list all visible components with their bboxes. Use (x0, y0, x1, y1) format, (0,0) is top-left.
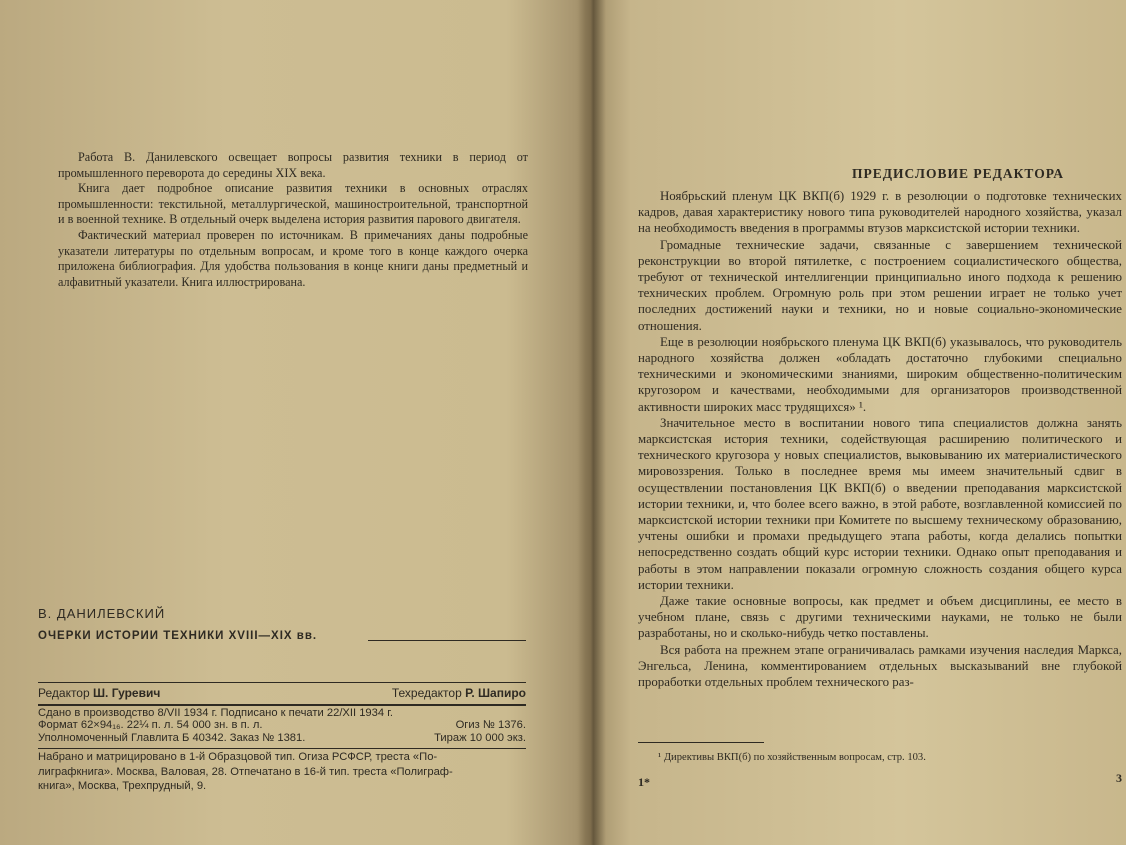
imprint-left: Сдано в производство 8/VII 1934 г. Подписано к печати 22/XII 1934 г. (38, 707, 394, 719)
imprint-left: Формат 62×94₁₆. 22¼ п. л. 54 000 зн. в п. л. (38, 719, 263, 732)
divider (38, 682, 526, 683)
body-text (638, 188, 1122, 690)
author-name: В. ДАНИЛЕВСКИЙ (38, 606, 166, 621)
imprint-right: Тираж 10 000 экз. (434, 731, 526, 744)
tech-editor-label: Техредактор (391, 686, 462, 700)
signature-mark: 1* (638, 775, 650, 789)
page-number: 3 (1116, 771, 1122, 785)
printer-line: Набрано и матрицировано в 1-й Образцовой тип. Огиза РСФСР, треста «По- (38, 751, 438, 763)
imprint-right: Огиз № 1376. (455, 719, 526, 732)
imprint-row (38, 719, 526, 731)
imprint-left: Уполномоченный Главлита Б 40342. Заказ № 1381. (38, 731, 306, 744)
body-paragraph: Значительное место в воспитании нового типа специалистов должна занять марксистская история техники, содействующая расширению политического и технического кругозора у новых специалистов, выковыванию их материалистического мировоззрения. Только в последнее время мы имеем значительный сдвиг в осуществлении постановления ЦК ВКП(б) о введении преподавания марксистской истории техники, и, что более всего важно, в этой работе, возглавленной комиссией по марксистской истории техники при Комитете по высшему техническому образованию, учтены ошибки и промахи предыдущего этапа работы, когда делались попытки непосредственно создать общий курс истории техники. Однако опыт преподавания и работы в этом направлении показали огромную сложность создания общего курса истории техники. (638, 415, 1122, 592)
annotation-paragraph: Книга дает подробное описание развития техники в основных отраслях промышленности: текстильной, металлургической, машиностроительной, транспортной и в военной технике. В отдельный очерк выделена история развития парового двигателя. (58, 181, 528, 227)
footnote-rule (638, 742, 764, 743)
tech-editor-name: Р. Шапиро (465, 686, 526, 700)
right-page (600, 0, 1126, 845)
editors-line (38, 686, 526, 700)
page-heading (600, 166, 1126, 182)
body-paragraph: Еще в резолюции ноябрьского пленума ЦК ВКП(б) указывалось, что руководитель народного хозяйства должен «обладать достаточно глубокими специально техническими и экономическими знаниями, широким общественно-политическим кругозором и качествами, необходимыми для организаторов производственной активности широких масс трудящихся» ¹. (638, 334, 1122, 414)
body-paragraph: Даже такие основные вопросы, как предмет и объем дисциплины, ее место в учебном плане, связь с другими техническими науками, не только не были разработаны, но и сколько-нибудь четко поставлены. (638, 594, 1122, 641)
printer-info (38, 750, 526, 794)
imprint-row (38, 732, 526, 744)
annotation-paragraph: Фактический материал проверен по источникам. В примечаниях даны подробные указатели литературы по отдельным вопросам, и кроме того в конце каждого очерка приложена библиография. Для удобства пользования в конце книги даны предметный и алфавитный указатели. Книга иллюстрирована. (58, 227, 528, 289)
body-paragraph: Громадные технические задачи, связанные с завершением технической реконструкции во второй пятилетке, с построением социалистического общества, требуют от технической интеллигенции принципиально иного подхода к решению технических проблем. Огромную роль при этом решении играет не только учет последних достижений науки и техники, но и новые социально-экономические отношения. (638, 237, 1122, 333)
tech-editor (392, 686, 526, 700)
editor-label: Редактор (38, 686, 90, 700)
annotation-text (58, 150, 528, 290)
body-paragraph: Ноябрьский пленум ЦК ВКП(б) 1929 г. в резолюции о подготовке технических кадров, давая характеристику нового типа руководителей народного хозяйства, указал на необходимость введения в программы втузов марксистской истории техники. (638, 189, 1122, 236)
book-title: ОЧЕРКИ ИСТОРИИ ТЕХНИКИ XVIII—XIX вв. (38, 630, 318, 642)
heading-text: ПРЕДИСЛОВИЕ РЕДАКТОРА (851, 166, 1065, 181)
body-paragraph: Вся работа на прежнем этапе ограничивалась рамками изучения наследия Маркса, Энгельса, Ленина, комментированием отдельных высказываний вне глубокой проработки отдельных проблем технического раз- (638, 642, 1122, 690)
printer-line: лиграфкнига». Москва, Валовая, 28. Отпечатано в 16-й тип. треста «Полиграф- (38, 765, 453, 778)
divider (38, 748, 526, 749)
footnote: ¹ Директивы ВКП(б) по хозяйственным вопросам, стр. 103. (658, 752, 926, 763)
printer-line: книга», Москва, Трехпрудный, 9. (38, 780, 207, 792)
annotation-paragraph: Работа В. Данилевского освещает вопросы развития техники в период от промышленного переворота до середины XIX века. (58, 150, 528, 180)
divider (368, 640, 526, 641)
imprint-block (38, 707, 526, 744)
imprint-row (38, 707, 526, 719)
editor-name: Ш. Гуревич (93, 686, 161, 700)
